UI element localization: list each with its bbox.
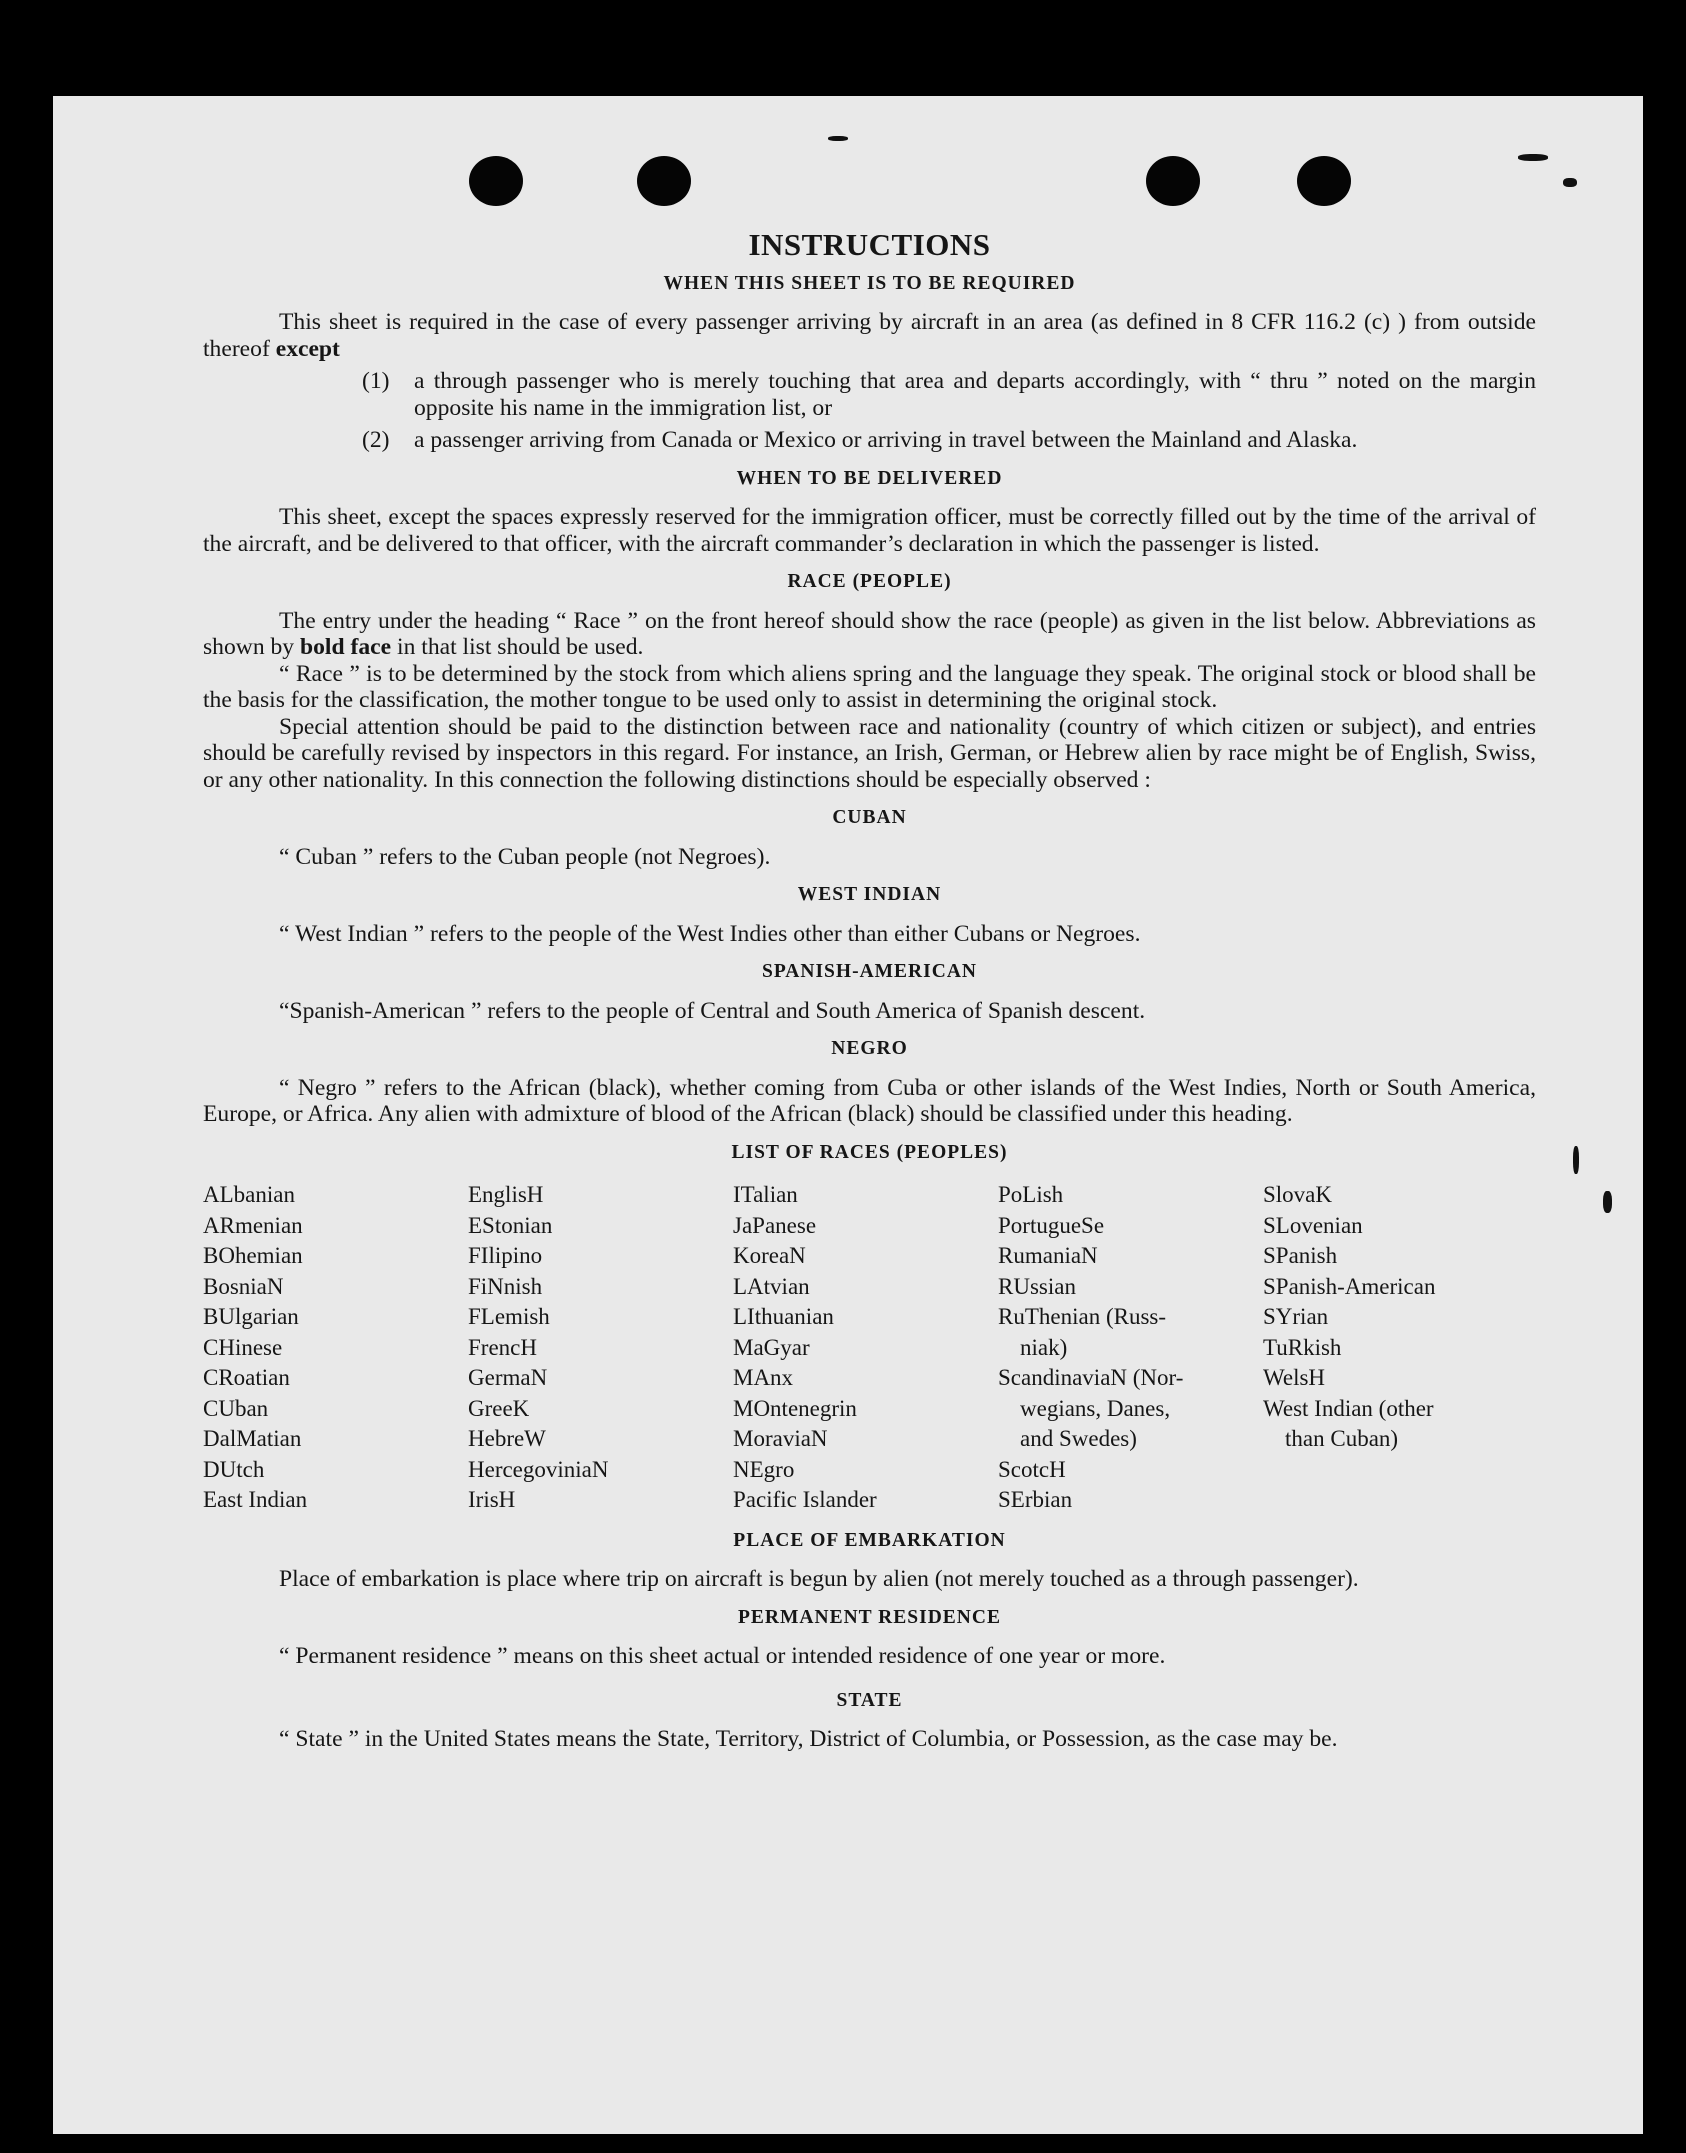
- paragraph: “Spanish-American ” refers to the people of Central and South America of Spanish descent.: [279, 997, 1146, 1024]
- list-item: [203, 427, 1536, 454]
- document-page: [53, 96, 1643, 2134]
- race-entry: ARmenian: [203, 1212, 303, 1238]
- race-entry: ALbanian: [203, 1182, 295, 1207]
- race-entry-continued: niak): [1020, 1334, 1068, 1360]
- paragraph: “ Negro ” refers to the African (black), whether coming from Cuba or other islands of the West Indies, North or South America, Europe, or Africa. Any alien with admixture of blood of the African (black) should be classified under this heading.: [203, 1074, 1536, 1127]
- race-entry: ITalian: [733, 1182, 798, 1207]
- race-entry-continued: wegians, Danes,: [1020, 1395, 1171, 1421]
- races-column: [468, 1180, 733, 1516]
- paragraph: Place of embarkation is place where trip on aircraft is begun by alien (not merely touched as a through passenger).: [279, 1566, 1359, 1592]
- paragraph: “ Cuban ” refers to the Cuban people (not Negroes).: [279, 843, 771, 870]
- race-entry: DUtch: [203, 1456, 265, 1482]
- race-entry: NEgro: [733, 1456, 795, 1482]
- race-entry: ScandinaviaN (Nor-: [998, 1365, 1184, 1390]
- race-entry: CHinese: [203, 1334, 283, 1360]
- race-entry: HercegoviniaN: [468, 1456, 609, 1482]
- section-heading: NEGRO: [831, 1038, 908, 1059]
- race-entry: DalMatian: [203, 1426, 302, 1451]
- bold-word: bold face: [300, 634, 392, 660]
- item-number: (2): [362, 427, 390, 453]
- scan-speck: [1573, 1146, 1579, 1174]
- race-entry: East Indian: [203, 1487, 308, 1512]
- section-heading: CUBAN: [832, 807, 907, 828]
- section-heading: STATE: [836, 1689, 903, 1711]
- race-entry: SPanish-American: [1263, 1273, 1436, 1299]
- item-text: a passenger arriving from Canada or Mexico or arriving in travel between the Mainland and Alaska.: [414, 427, 1358, 453]
- section-heading: WEST INDIAN: [797, 884, 942, 905]
- race-entry: GreeK: [468, 1395, 530, 1421]
- punch-hole: [637, 156, 691, 206]
- races-column: [203, 1180, 468, 1516]
- race-entry: BosniaN: [203, 1273, 284, 1299]
- race-entry: MOntenegrin: [733, 1395, 857, 1421]
- list-item: [203, 368, 1536, 421]
- scan-speck: [828, 136, 848, 141]
- race-entry: FLemish: [468, 1304, 550, 1329]
- paragraph: “ Race ” is to be determined by the stock from which aliens spring and the language they speak. The original stock or blood shall be the basis for the classification, the mother tongue to be used only to assist in determining the original stock.: [203, 660, 1536, 713]
- race-entry: Pacific Islander: [733, 1487, 877, 1512]
- section-heading: SPANISH-AMERICAN: [762, 961, 977, 982]
- race-entry: EStonian: [468, 1212, 553, 1238]
- scan-speck: [1518, 154, 1548, 161]
- race-entry: ScotcH: [998, 1456, 1066, 1482]
- item-number: (1): [362, 368, 390, 394]
- race-entry: FrencH: [468, 1334, 537, 1360]
- race-entry: West Indian (other: [1263, 1395, 1434, 1421]
- race-entry: WelsH: [1263, 1365, 1326, 1390]
- race-entry: GermaN: [468, 1365, 548, 1390]
- paragraph: “ West Indian ” refers to the people of the West Indies other than either Cubans or Negroes.: [279, 920, 1141, 947]
- race-entry: PoLish: [998, 1182, 1064, 1207]
- race-entry: IrisH: [468, 1487, 516, 1512]
- instructions-text: [203, 227, 1536, 1753]
- paragraph: This sheet, except the spaces expressly reserved for the immigration officer, must be correctly filled out by the time of the arrival of the aircraft, and be delivered to that officer, with the aircraft commander’s declaration in which the passenger is listed.: [203, 504, 1536, 557]
- race-entry: SLovenian: [1263, 1212, 1363, 1238]
- race-entry: RuThenian (Russ-: [998, 1304, 1167, 1329]
- races-column: [733, 1180, 998, 1516]
- punch-hole: [469, 156, 523, 206]
- bold-word: except: [275, 335, 340, 362]
- section-heading: PERMANENT RESIDENCE: [738, 1606, 1001, 1628]
- race-entry: SPanish: [1263, 1243, 1338, 1268]
- race-entry: EnglisH: [468, 1182, 544, 1207]
- item-text: a through passenger who is merely touching that area and departs accordingly, with “ thru ” noted on the margin opposite his name in the immigration list, or: [414, 368, 1536, 421]
- paragraph: “ State ” in the United States means the State, Territory, District of Columbia, or Possession, as the case may be.: [279, 1726, 1338, 1752]
- race-entry: RUssian: [998, 1273, 1076, 1299]
- race-entry: SlovaK: [1263, 1182, 1332, 1207]
- race-entry: MoraviaN: [733, 1426, 828, 1451]
- scan-speck: [1603, 1191, 1612, 1213]
- section-heading: LIST OF RACES (PEOPLES): [731, 1141, 1008, 1163]
- race-entry: RumaniaN: [998, 1243, 1098, 1268]
- race-entry: TuRkish: [1263, 1334, 1342, 1360]
- race-entry: CUban: [203, 1395, 269, 1421]
- race-entry: CRoatian: [203, 1365, 290, 1390]
- race-entry: LIthuanian: [733, 1304, 834, 1329]
- race-entry: FiNnish: [468, 1273, 543, 1299]
- section-heading: WHEN TO BE DELIVERED: [736, 467, 1003, 489]
- races-column: [1263, 1180, 1536, 1516]
- race-entry: SYrian: [1263, 1304, 1329, 1329]
- paragraph-text: in that list should be used.: [391, 634, 644, 660]
- page-title: INSTRUCTIONS: [748, 227, 991, 262]
- race-entry-continued: than Cuban): [1285, 1426, 1399, 1451]
- races-column: [998, 1180, 1263, 1516]
- paragraph: [203, 309, 1536, 362]
- race-entry: MaGyar: [733, 1334, 810, 1360]
- section-heading: RACE (PEOPLE): [787, 571, 952, 592]
- race-entry: LAtvian: [733, 1273, 810, 1299]
- section-heading: PLACE OF EMBARKATION: [733, 1529, 1006, 1551]
- punch-hole: [1297, 156, 1351, 206]
- races-list: [203, 1180, 1536, 1516]
- race-entry: BUlgarian: [203, 1304, 299, 1329]
- paragraph: “ Permanent residence ” means on this sheet actual or intended residence of one year or more.: [279, 1643, 1166, 1669]
- race-entry: PortugueSe: [998, 1212, 1105, 1238]
- paragraph: [203, 608, 1536, 661]
- section-heading: WHEN THIS SHEET IS TO BE REQUIRED: [663, 272, 1076, 294]
- race-entry: KoreaN: [733, 1243, 806, 1268]
- punch-hole: [1146, 156, 1200, 206]
- race-entry-continued: and Swedes): [1020, 1426, 1137, 1451]
- paragraph-text: This sheet is required in the case of every passenger arriving by aircraft in an area (as defined in 8 CFR 116.2 (c) ) from outside thereof: [203, 309, 1536, 362]
- race-entry: MAnx: [733, 1365, 794, 1390]
- race-entry: JaPanese: [733, 1212, 817, 1238]
- paragraph: Special attention should be paid to the distinction between race and nationality (country of which citizen or subject), and entries should be carefully revised by inspectors in this regard. For instance, an Irish, German, or Hebrew alien by race might be of English, Swiss, or any other nationality. In this connection the following distinctions should be especially observed :: [203, 713, 1536, 793]
- paragraph-text: The entry under the heading “ Race ” on the front hereof should show the race (people) as given in the list below. Abbreviations as shown by: [203, 607, 1536, 660]
- race-entry: BOhemian: [203, 1243, 303, 1268]
- race-entry: FIlipino: [468, 1243, 543, 1268]
- race-entry: SErbian: [998, 1487, 1073, 1512]
- race-entry: HebreW: [468, 1426, 546, 1451]
- scan-speck: [1563, 178, 1577, 187]
